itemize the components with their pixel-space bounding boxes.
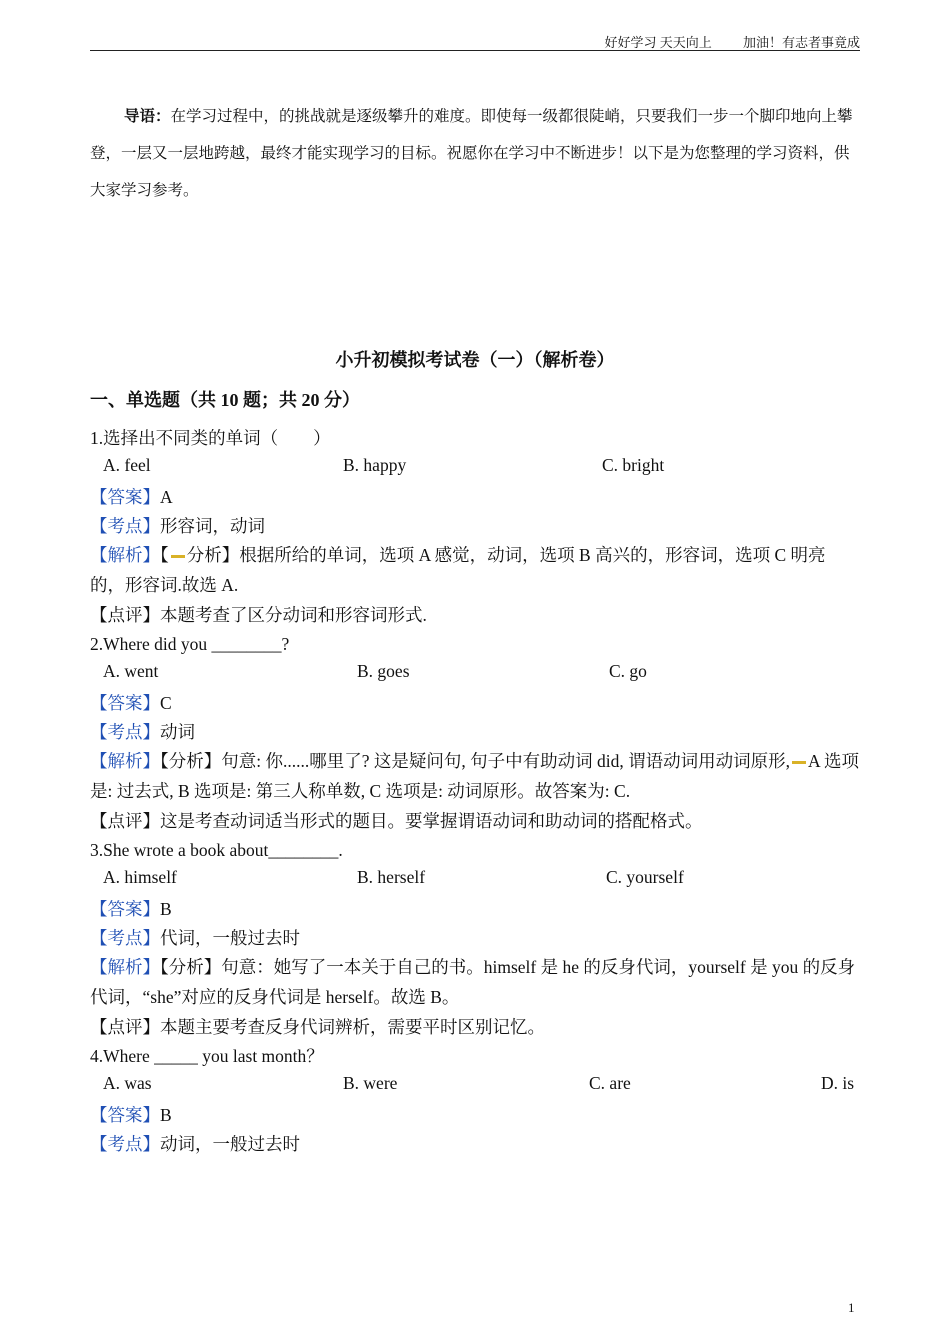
intro-paragraph	[90, 98, 860, 209]
section-heading: 一、单选题（共 10 题；共 20 分）	[90, 390, 360, 410]
q3-analysis-text: 【分析】句意：她写了一本关于自己的书。himself 是 he 的反身代词，yourself 是 you 的反身代词，“she”对应的反身代词是 herself。故选 B。	[90, 957, 856, 1007]
q1-option-c: C. bright	[602, 455, 665, 475]
comment-tag: 【点评】	[90, 811, 160, 831]
analysis-tag: 【解析】	[90, 545, 160, 565]
q3-comment	[90, 1015, 860, 1039]
point-tag: 【考点】	[90, 722, 160, 742]
point-tag: 【考点】	[90, 516, 160, 536]
analysis-tag: 【解析】	[90, 751, 160, 771]
document-title: 小升初模拟考试卷（一）（解析卷）	[335, 350, 615, 370]
q3-stem: 3.She wrote a book about________.	[90, 840, 343, 860]
q2-stem: 2.Where did you ________?	[90, 634, 290, 654]
q2-answer	[90, 691, 860, 715]
q4-option-a: A. was	[103, 1073, 152, 1093]
q1-option-a: A. feel	[103, 455, 151, 475]
analysis-tag: 【解析】	[90, 957, 160, 977]
point-tag: 【考点】	[90, 1134, 160, 1154]
comment-tag: 【点评】	[90, 1017, 160, 1037]
q2-option-b: B. goes	[357, 661, 410, 681]
q2-point-value: 动词	[160, 722, 195, 742]
q1-answer	[90, 485, 860, 509]
q2-analysis-a: 【分析】句意: 你......哪里了? 这是疑问句, 句子中有助动词 did, 谓语动词用动词原形,	[160, 751, 790, 771]
q1-answer-value: A	[160, 487, 173, 507]
answer-tag: 【答案】	[90, 899, 160, 919]
q1-comment	[90, 603, 860, 627]
q3-answer	[90, 897, 860, 921]
q3-option-b: B. herself	[357, 867, 426, 887]
page-header	[90, 32, 860, 51]
q4-option-d: D. is	[821, 1073, 855, 1093]
q4-option-b: B. were	[343, 1073, 398, 1093]
intro-label: 导语：	[124, 108, 171, 125]
q4-option-c: C. are	[589, 1073, 631, 1093]
q3-answer-value: B	[160, 899, 172, 919]
q2-option-c: C. go	[609, 661, 647, 681]
comment-tag: 【点评】	[90, 605, 160, 625]
q2-option-a: A. went	[103, 661, 159, 681]
q3-comment-value: 本题主要考查反身代词辨析，需要平时区别记忆。	[160, 1017, 545, 1037]
q4-answer-value: B	[160, 1105, 172, 1125]
q1-analysis	[90, 541, 860, 600]
header-right: 加油！有志者事竟成	[742, 35, 860, 50]
q1-analysis-b: 分析】根据所给的单词，选项 A 感觉，动词，选项 B 高兴的，形容词，选项 C 明亮的，形容词.故选 A.	[90, 545, 826, 595]
q4-stem: 4.Where _____ you last month？	[90, 1046, 324, 1066]
q2-answer-value: C	[160, 693, 172, 713]
q2-analysis-b: A 选项是: 过去式, B 选项是: 第三人称单数, C 选项是: 动词原形。故答案为: C.	[90, 751, 860, 801]
answer-tag: 【答案】	[90, 1105, 160, 1125]
q3-option-a: A. himself	[103, 867, 177, 887]
q4-point-value: 动词，一般过去时	[160, 1134, 300, 1154]
q2-comment	[90, 809, 860, 833]
q4-point	[90, 1132, 860, 1156]
page-number: 1	[848, 1300, 855, 1315]
q2-comment-value: 这是考查动词适当形式的题目。要掌握谓语动词和助动词的搭配格式。	[160, 811, 703, 831]
q3-option-c: C. yourself	[606, 867, 684, 887]
highlight-mark	[171, 555, 185, 558]
q4-answer	[90, 1103, 860, 1127]
q1-analysis-a: 【	[160, 545, 169, 565]
q1-point-value: 形容词，动词	[160, 516, 265, 536]
q2-analysis	[90, 747, 860, 806]
q2-point	[90, 720, 860, 744]
header-left: 好好学习 天天向上	[604, 35, 712, 50]
answer-tag: 【答案】	[90, 693, 160, 713]
q1-comment-value: 本题考查了区分动词和形容词形式.	[160, 605, 427, 625]
q3-point	[90, 926, 860, 950]
q1-option-b: B. happy	[343, 455, 407, 475]
intro-text: 在学习过程中，的挑战就是逐级攀升的难度。即使每一级都很陡峭，只要我们一步一个脚印地向上攀登，一层又一层地跨越，最终才能实现学习的目标。祝愿你在学习中不断进步！以下是为您整理的学习资料，供大家学习参考。	[90, 108, 853, 199]
q3-point-value: 代词，一般过去时	[160, 928, 300, 948]
point-tag: 【考点】	[90, 928, 160, 948]
q1-point	[90, 514, 860, 538]
answer-tag: 【答案】	[90, 487, 160, 507]
q1-stem: 1.选择出不同类的单词（ ）	[90, 428, 331, 448]
highlight-mark	[792, 761, 806, 764]
q3-analysis	[90, 953, 860, 1012]
